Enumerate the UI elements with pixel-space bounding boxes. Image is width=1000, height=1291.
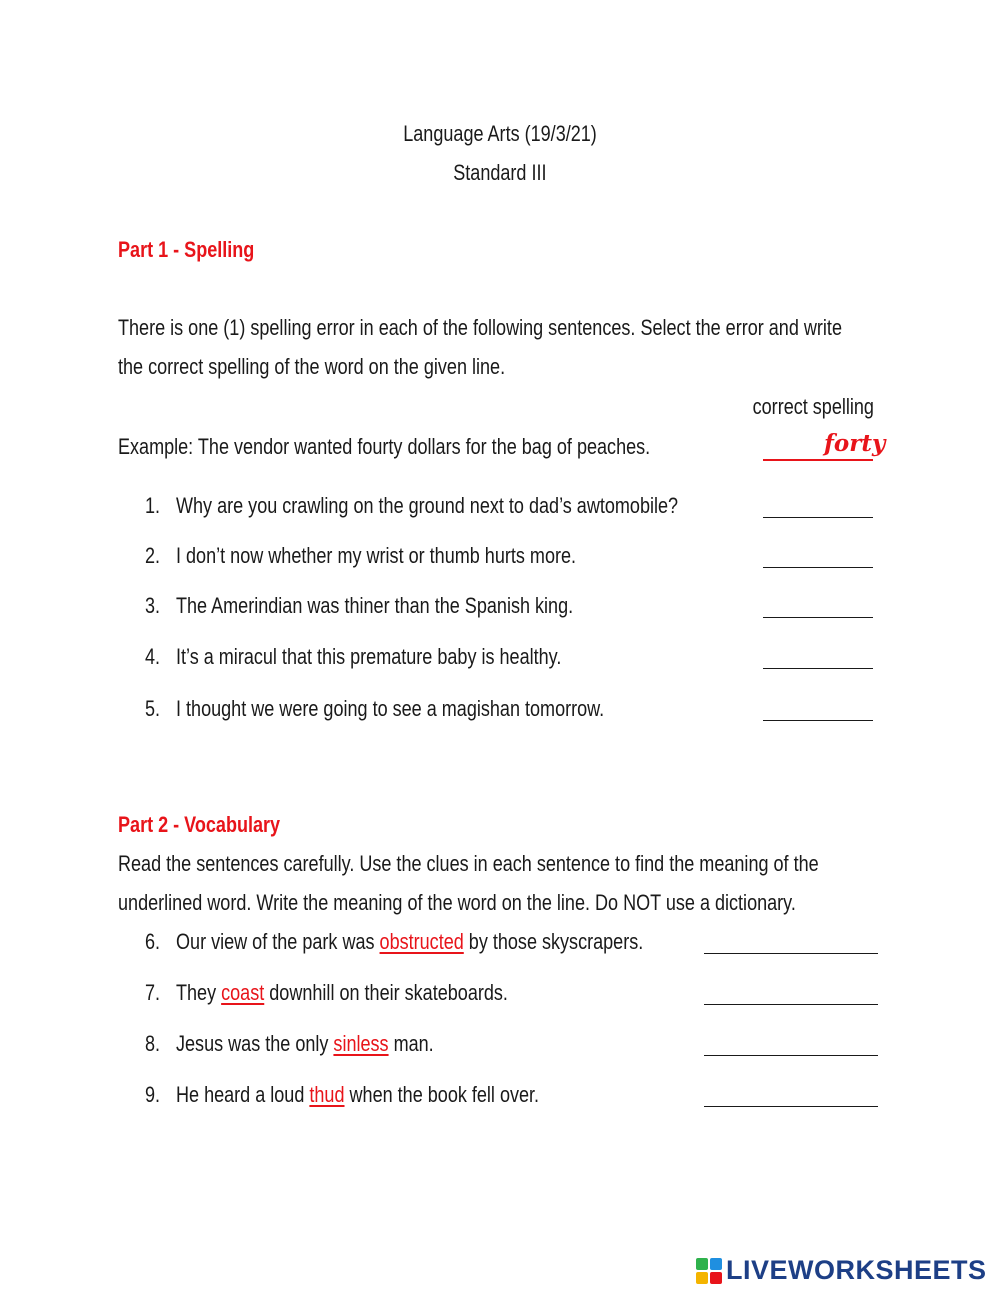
answer-blank[interactable] xyxy=(704,953,878,954)
underlined-word: obstructed xyxy=(379,929,464,954)
item-sentence: It’s a miracul that this premature baby is healthy. xyxy=(176,644,562,669)
example-sentence: Example: The vendor wanted fourty dollars for the bag of peaches. xyxy=(118,434,651,459)
item-sentence: I thought we were going to see a magishan tomorrow. xyxy=(176,696,605,721)
answer-blank[interactable] xyxy=(763,668,873,669)
answer-blank[interactable] xyxy=(763,517,873,518)
item-number: 8. xyxy=(145,1031,161,1056)
correct-spelling-label: correct spelling xyxy=(752,394,874,419)
item-sentence: They coast downhill on their skateboards. xyxy=(176,980,508,1005)
underlined-word: sinless xyxy=(333,1031,389,1056)
part1-instructions-line1: There is one (1) spelling error in each of the following sentences. Select the error and write xyxy=(118,315,842,340)
item-sentence: Jesus was the only sinless man. xyxy=(176,1031,434,1056)
example-answer: forty xyxy=(824,430,886,457)
item-number: 2. xyxy=(145,543,161,568)
answer-blank[interactable] xyxy=(704,1004,878,1005)
item-sentence: Our view of the park was obstructed by those skyscrapers. xyxy=(176,929,644,954)
part2-heading: Part 2 - Vocabulary xyxy=(118,812,281,837)
liveworksheets-icon xyxy=(696,1258,722,1284)
underlined-word: thud xyxy=(309,1082,345,1107)
underlined-word: coast xyxy=(221,980,265,1005)
item-number: 7. xyxy=(145,980,161,1005)
answer-blank[interactable] xyxy=(704,1106,878,1107)
part2-instructions-line2: underlined word. Write the meaning of the word on the line. Do NOT use a dictionary. xyxy=(118,890,796,915)
example-answer-line xyxy=(763,459,873,461)
item-number: 4. xyxy=(145,644,161,669)
item-sentence: I don’t now whether my wrist or thumb hurts more. xyxy=(176,543,577,568)
item-number: 1. xyxy=(145,493,161,518)
worksheet-subtitle: Standard III xyxy=(453,160,547,185)
part2-instructions-line1: Read the sentences carefully. Use the clues in each sentence to find the meaning of the xyxy=(118,851,819,876)
part1-heading: Part 1 - Spelling xyxy=(118,237,255,262)
item-sentence: Why are you crawling on the ground next to dad’s awtomobile? xyxy=(176,493,679,518)
answer-blank[interactable] xyxy=(763,720,873,721)
item-sentence: The Amerindian was thiner than the Spanish king. xyxy=(176,593,574,618)
answer-blank[interactable] xyxy=(704,1055,878,1056)
item-number: 3. xyxy=(145,593,161,618)
answer-blank[interactable] xyxy=(763,617,873,618)
liveworksheets-logo[interactable] xyxy=(696,1255,987,1286)
part1-instructions-line2: the correct spelling of the word on the given line. xyxy=(118,354,506,379)
worksheet-title: Language Arts (19/3/21) xyxy=(403,121,597,146)
brand-name: LIVEWORKSHEETS xyxy=(726,1255,987,1285)
item-number: 6. xyxy=(145,929,161,954)
item-number: 5. xyxy=(145,696,161,721)
item-sentence: He heard a loud thud when the book fell over. xyxy=(176,1082,540,1107)
item-number: 9. xyxy=(145,1082,161,1107)
answer-blank[interactable] xyxy=(763,567,873,568)
